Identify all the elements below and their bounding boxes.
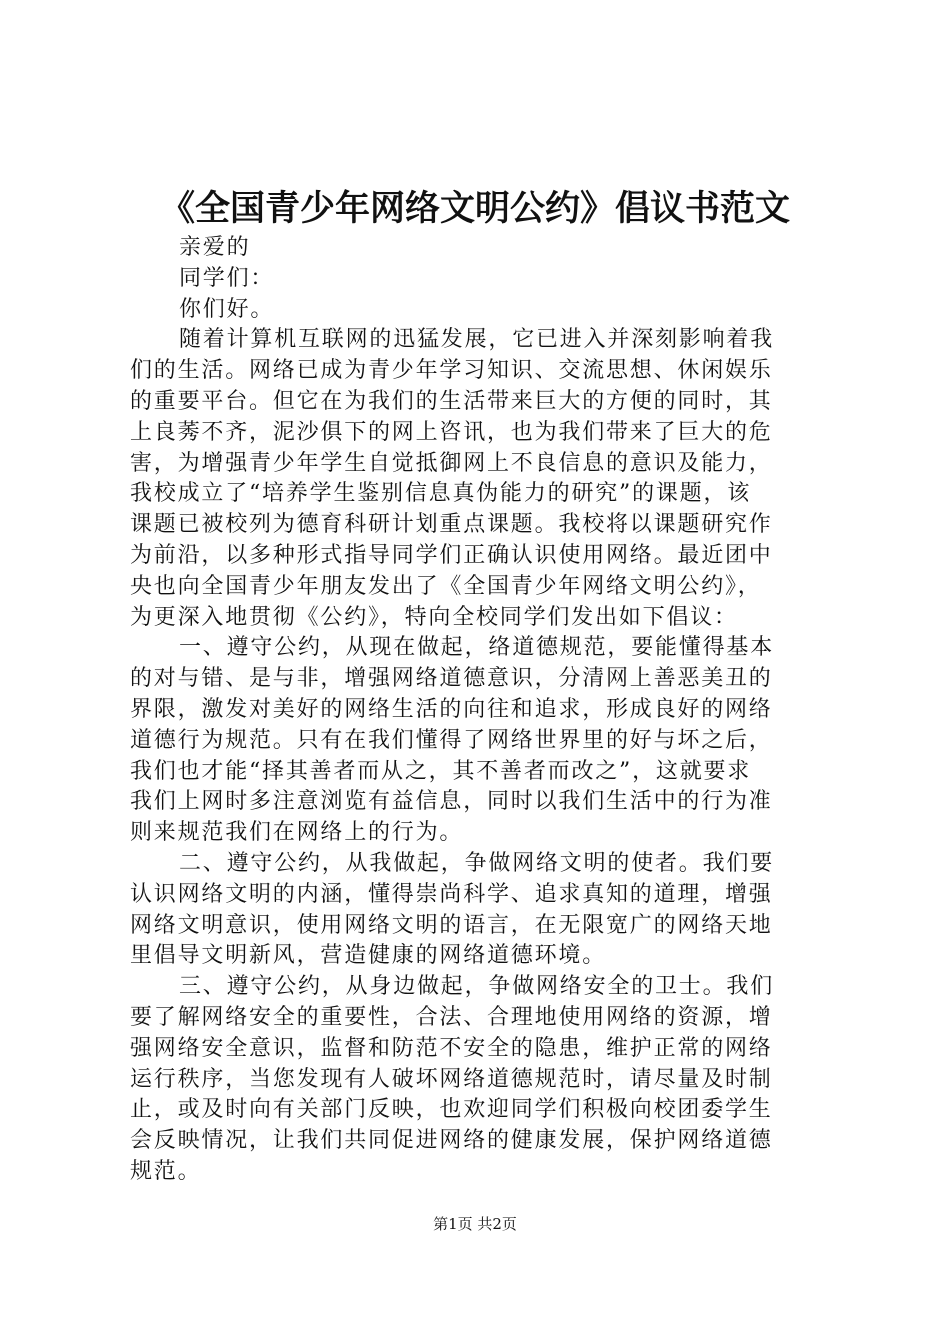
- body-line: 认识网络文明的内涵，懂得崇尚科学、追求真知的道理，增强: [130, 881, 773, 907]
- body-line: 要了解网络安全的重要性，合法、合理地使用网络的资源，增: [130, 1004, 773, 1030]
- body-line: 害，为增强青少年学生自觉抵御网上不良信息的意识及能力，: [130, 450, 773, 476]
- body-line: 网络文明意识，使用网络文明的语言，在无限宽广的网络天地: [130, 912, 773, 938]
- body-line: 我们上网时多注意浏览有益信息，同时以我们生活中的行为准: [130, 789, 773, 815]
- page-footer: 第1页 共2页: [433, 1215, 517, 1233]
- document-body: [130, 233, 830, 1188]
- body-line: 课题已被校列为德育科研计划重点课题。我校将以课题研究作: [130, 512, 773, 538]
- body-line: 随着计算机互联网的迅猛发展，它已进入并深刻影响着我: [179, 327, 775, 353]
- body-line: 三、遵守公约，从身边做起，争做网络安全的卫士。我们: [179, 974, 775, 1000]
- body-line: 一、遵守公约，从现在做起，络道德规范，要能懂得基本: [179, 635, 775, 661]
- body-line: 为前沿，以多种形式指导同学们正确认识使用网络。最近团中: [130, 542, 773, 568]
- body-line: 我校成立了“培养学生鉴别信息真伪能力的研究”的课题，该: [130, 481, 752, 507]
- body-line: 同学们：: [179, 265, 275, 291]
- body-line: 央也向全国青少年朋友发出了《全国青少年网络文明公约》，: [130, 573, 762, 599]
- body-line: 界限，激发对美好的网络生活的向往和追求，形成良好的网络: [130, 696, 773, 722]
- body-line: 运行秩序，当您发现有人破坏网络道德规范时，请尽量及时制: [130, 1066, 773, 1092]
- body-line: 规范。: [130, 1158, 202, 1184]
- body-line: 为更深入地贯彻《公约》，特向全校同学们发出如下倡议：: [130, 604, 738, 630]
- body-line: 道德行为规范。只有在我们懂得了网络世界里的好与坏之后，: [130, 727, 773, 753]
- body-line: 止，或及时向有关部门反映，也欢迎同学们积极向校团委学生: [130, 1097, 773, 1123]
- body-line: 你们好。: [179, 296, 275, 322]
- body-line: 我们也才能“择其善者而从之，其不善者而改之”，这就要求: [130, 758, 752, 784]
- body-line: 则来规范我们在网络上的行为。: [130, 820, 464, 846]
- body-line: 上良莠不齐，泥沙俱下的网上咨讯，也为我们带来了巨大的危: [130, 419, 773, 445]
- body-line: 们的生活。网络已成为青少年学习知识、交流思想、休闲娱乐: [130, 358, 773, 384]
- body-line: 二、遵守公约，从我做起，争做网络文明的使者。我们要: [179, 850, 775, 876]
- document-title: 《全国青少年网络文明公约》倡议书范文: [159, 189, 790, 229]
- body-line: 亲爱的: [179, 235, 251, 260]
- body-line: 会反映情况，让我们共同促进网络的健康发展，保护网络道德: [130, 1128, 773, 1154]
- body-line: 的重要平台。但它在为我们的生活带来巨大的方便的同时，其: [130, 388, 773, 414]
- body-line: 的对与错、是与非，增强网络道德意识，分清网上善恶美丑的: [130, 666, 773, 692]
- body-line: 里倡导文明新风，营造健康的网络道德环境。: [130, 943, 607, 969]
- body-line: 强网络安全意识，监督和防范不安全的隐患，维护正常的网络: [130, 1035, 773, 1061]
